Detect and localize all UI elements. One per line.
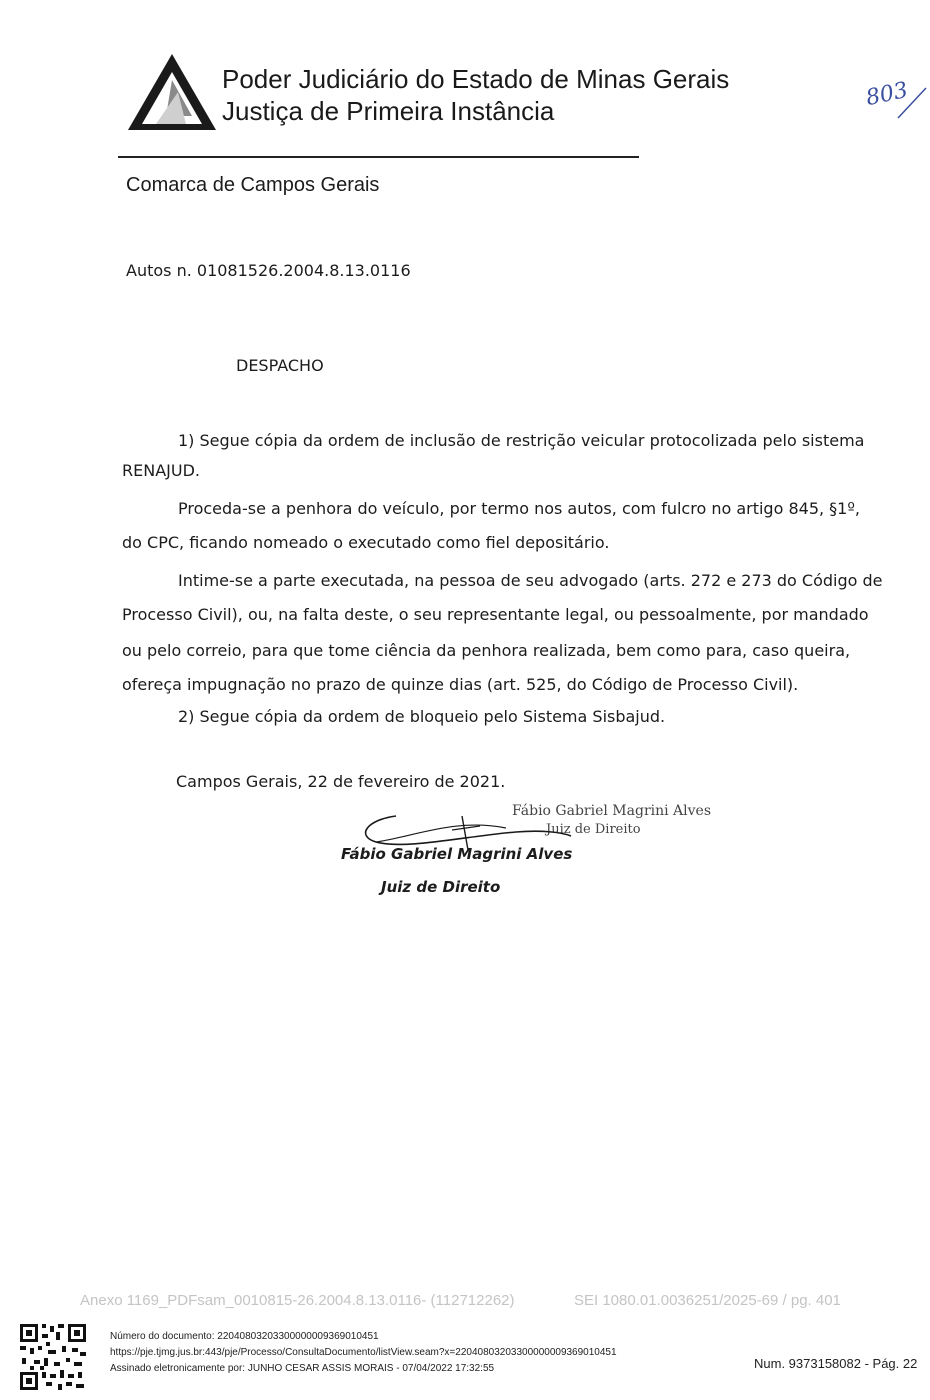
signer-name: Fábio Gabriel Magrini Alves — [341, 845, 573, 863]
paragraph-1-line-1: 1) Segue cópia da ordem de inclusão de restrição veicular protocolizada pelo sistema — [178, 431, 865, 450]
footer-url[interactable]: https://pje.tjmg.jus.br:443/pje/Processo/ConsultaDocumento/listView.seam?x=22040803203300000009369010451 — [110, 1347, 617, 1358]
org-name-line2: Justiça de Primeira Instância — [222, 96, 555, 126]
paragraph-2-line-2: do CPC, ficando nomeado o executado como fiel depositário. — [122, 533, 610, 552]
paragraph-3-line-1: Intime-se a parte executada, na pessoa de seu advogado (arts. 272 e 273 do Código de — [178, 571, 883, 590]
paragraph-3-line-2: Processo Civil), ou, na falta deste, o seu representante legal, ou pessoalmente, por mandado — [122, 605, 869, 624]
signer-role: Juiz de Direito — [381, 878, 501, 896]
comarca-title: Comarca de Campos Gerais — [126, 174, 380, 196]
qr-code-icon — [18, 1322, 88, 1392]
date-place: Campos Gerais, 22 de fevereiro de 2021. — [176, 772, 506, 791]
paragraph-3-line-3: ou pelo correio, para que tome ciência da penhora realizada, bem como para, caso queira, — [122, 641, 851, 660]
case-number: Autos n. 01081526.2004.8.13.0116 — [126, 261, 411, 280]
footer-signed-by: Assinado eletronicamente por: JUNHO CESAR ASSIS MORAIS - 07/04/2022 17:32:55 — [110, 1363, 495, 1374]
signature-stamp-name: Fábio Gabriel Magrini Alves — [512, 803, 712, 819]
org-name-line1: Poder Judiciário do Estado de Minas Gerais — [222, 64, 730, 94]
signature-stamp-role: Juiz de Direito — [546, 822, 641, 837]
header-divider — [118, 156, 639, 158]
watermark-sei: SEI 1080.01.0036251/2025-69 / pg. 401 — [574, 1292, 841, 1309]
paragraph-4-line-1: 2) Segue cópia da ordem de bloqueio pelo Sistema Sisbajud. — [178, 707, 666, 726]
paragraph-2-line-1: Proceda-se a penhora do veículo, por termo nos autos, com fulcro no artigo 845, §1º, — [178, 499, 860, 518]
paragraph-3-line-4: ofereça impugnação no prazo de quinze dias (art. 525, do Código de Processo Civil). — [122, 675, 799, 694]
handwritten-stroke-icon — [868, 80, 928, 130]
paragraph-1-line-2: RENAJUD. — [122, 461, 200, 480]
document-title: DESPACHO — [236, 356, 324, 375]
footer-document-number: Número do documento: 22040803203300000009369010451 — [110, 1331, 379, 1342]
page-number: Num. 9373158082 - Pág. 22 — [754, 1356, 918, 1371]
watermark-annex: Anexo 1169_PDFsam_0010815-26.2004.8.13.0116- (112712262) — [80, 1292, 515, 1309]
handwritten-page-number: 803 — [863, 77, 911, 112]
tjmg-logo — [126, 52, 218, 132]
